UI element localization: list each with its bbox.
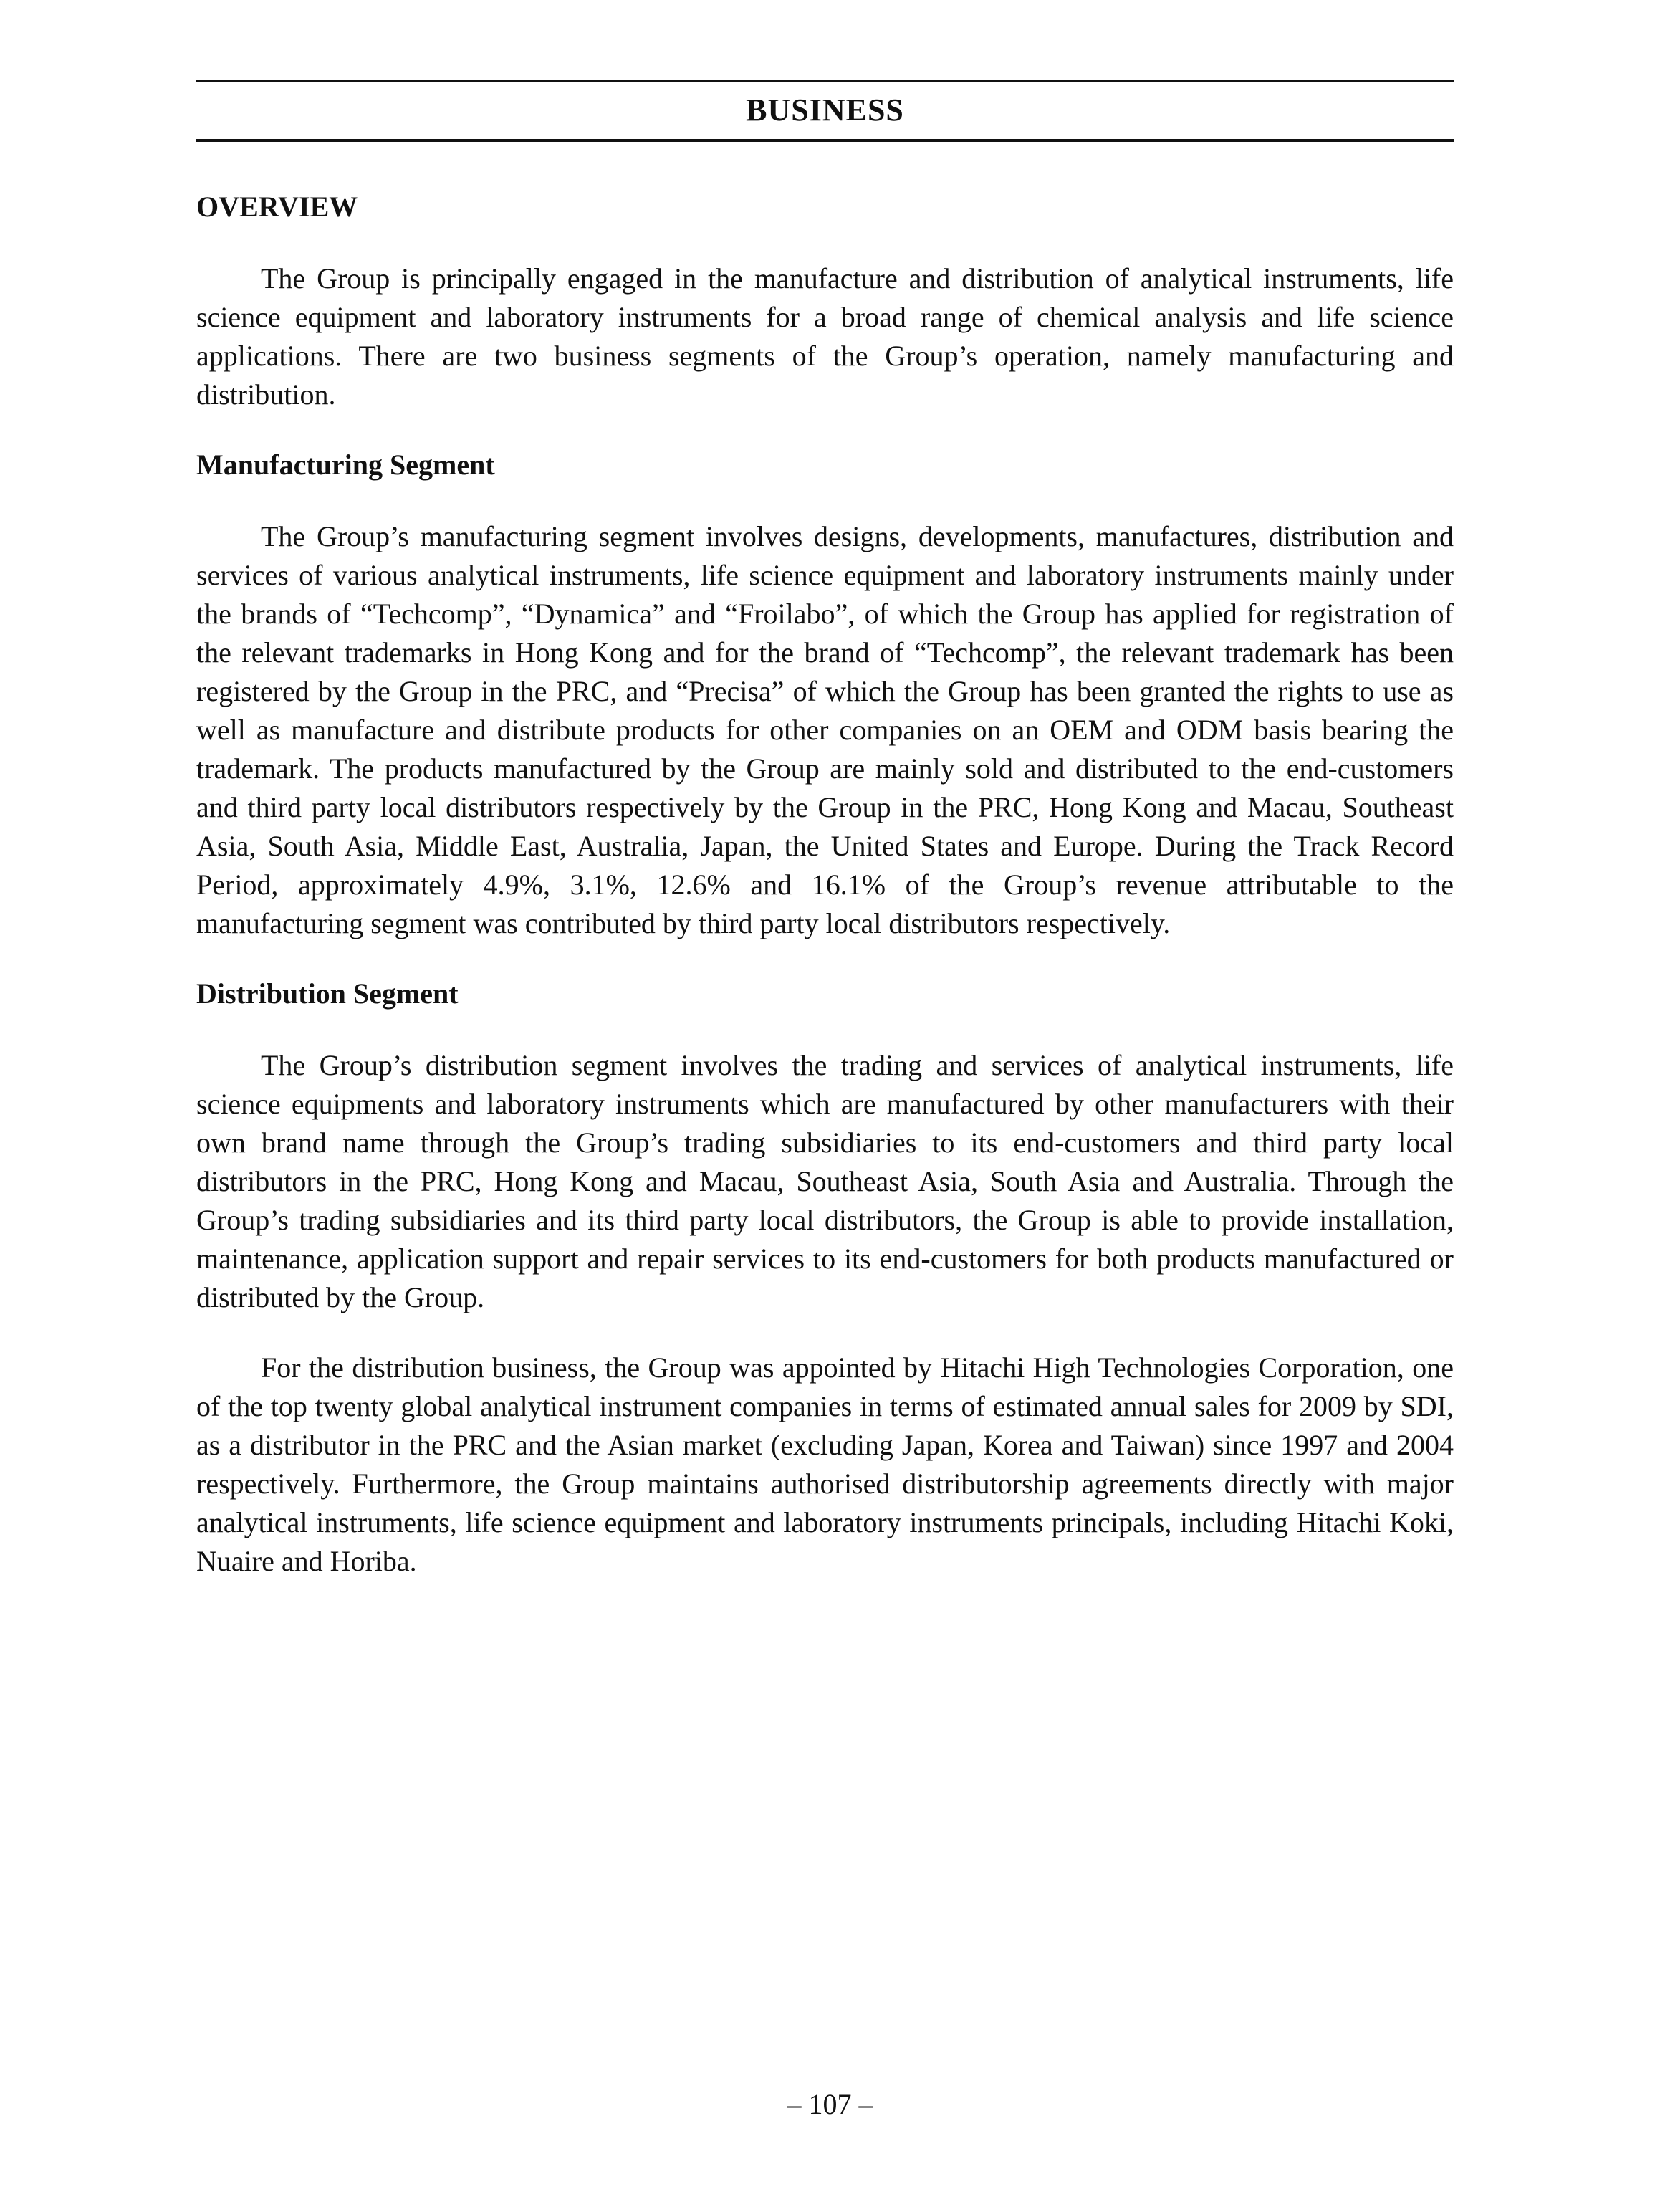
overview-heading: OVERVIEW [196,191,358,223]
distribution-segment-paragraph-2: For the distribution business, the Group was appointed by Hitachi High Technologies Corporation, one of the top twenty global analytical instrument companies in terms of estimated annual sales for 2009 by SDI, as a distributor in the PRC and the Asian market (excluding Japan, Korea and Taiwan) since 1997 and 2004 respectively. Furthermore, the Group maintains authorised distributorship agreements directly with major analytical instruments, life science equipment and laboratory instruments principals, including Hitachi Koki, Nuaire and Horiba. [196,1351,1454,1577]
page-header-title: BUSINESS [746,92,904,128]
distribution-segment-paragraph-1: The Group’s distribution segment involves the trading and services of analytical instruments, life science equipments and laboratory instruments which are manufactured by other manufacturers with their own brand name through the Group’s trading subsidiaries to its end-customers and third party local distributors in the PRC, Hong Kong and Macau, Southeast Asia, South Asia and Australia. Through the Group’s trading subsidiaries and its third party local distributors, the Group is able to provide installation, maintenance, application support and repair services to its end-customers for both products manufactured or distributed by the Group. [196,1049,1454,1313]
overview-paragraph: The Group is principally engaged in the manufacture and distribution of analytical instruments, life science equipment and laboratory instruments for a broad range of chemical analysis and life science applications. There are two business segments of the Group’s operation, namely manufacturing and distribution. [196,262,1454,411]
header-top-rule [196,80,1454,82]
page-number: – 107 – [787,2088,873,2120]
manufacturing-segment-heading: Manufacturing Segment [196,449,495,481]
document-body [196,188,1454,1581]
header-bottom-rule [196,139,1454,142]
manufacturing-segment-paragraph: The Group’s manufacturing segment involves designs, developments, manufactures, distribution and services of various analytical instruments, life science equipment and laboratory instruments mainly under the brands of “Techcomp”, “Dynamica” and “Froilabo”, of which the Group has applied for registration of the relevant trademarks in Hong Kong and for the brand of “Techcomp”, the relevant trademark has been registered by the Group in the PRC, and “Precisa” of which the Group has been granted the rights to use as well as manufacture and distribute products for other companies on an OEM and ODM basis bearing the trademark. The products manufactured by the Group are mainly sold and distributed to the end-customers and third party local distributors respectively by the Group in the PRC, Hong Kong and Macau, Southeast Asia, South Asia, Middle East, Australia, Japan, the United States and Europe. During the Track Record Period, approximately 4.9%, 3.1%, 12.6% and 16.1% of the Group’s revenue attributable to the manufacturing segment was contributed by third party local distributors respectively. [196,520,1454,939]
distribution-segment-heading: Distribution Segment [196,977,459,1010]
